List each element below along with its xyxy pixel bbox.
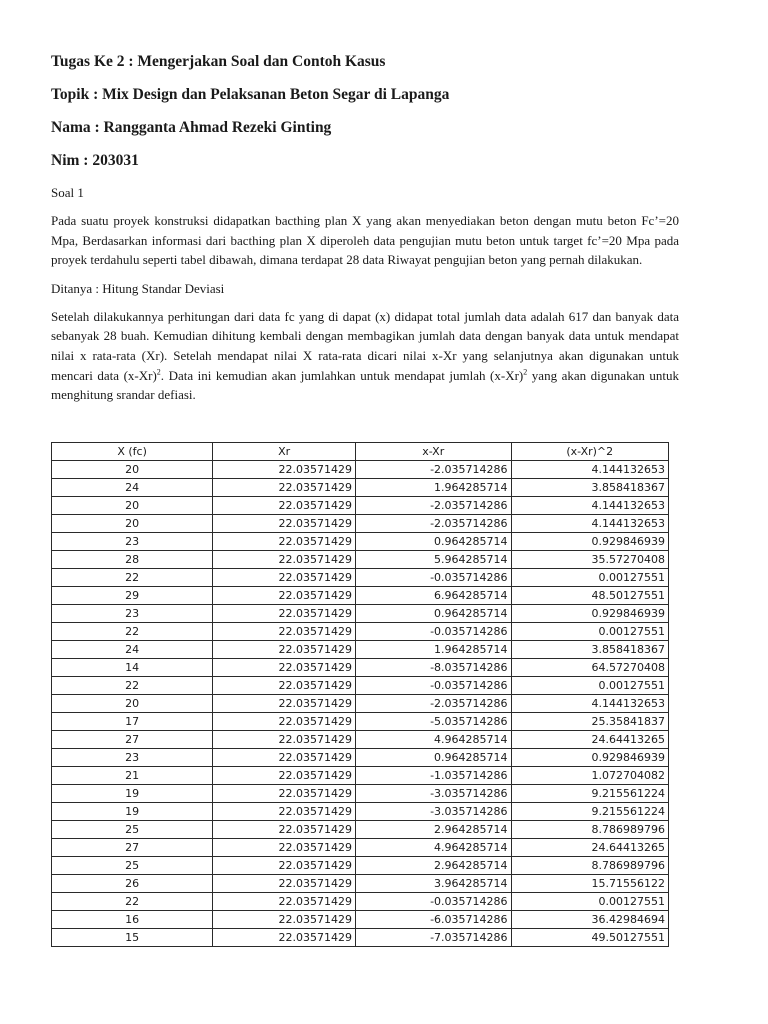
table-cell: 22.03571429 <box>213 821 356 839</box>
table-cell: 35.57270408 <box>511 551 668 569</box>
header-squared-deviation: (x-Xr)^2 <box>511 443 668 461</box>
superscript-2: 2 <box>523 367 528 377</box>
table-cell: 27 <box>52 839 213 857</box>
table-body <box>52 461 669 947</box>
table-row <box>52 929 669 947</box>
table-cell: 21 <box>52 767 213 785</box>
table-cell: 0.00127551 <box>511 893 668 911</box>
table-cell: 22 <box>52 893 213 911</box>
table-cell: 22.03571429 <box>213 515 356 533</box>
data-table <box>51 442 669 947</box>
table-cell: 22.03571429 <box>213 569 356 587</box>
table-cell: 3.858418367 <box>511 641 668 659</box>
table-cell: 4.144132653 <box>511 695 668 713</box>
table-cell: 2.964285714 <box>355 821 511 839</box>
table-cell: 22.03571429 <box>213 659 356 677</box>
table-cell: 4.144132653 <box>511 497 668 515</box>
table-cell: 4.964285714 <box>355 839 511 857</box>
table-cell: 22.03571429 <box>213 803 356 821</box>
table-cell: 1.072704082 <box>511 767 668 785</box>
table-row <box>52 785 669 803</box>
question-label: Soal 1 <box>51 185 84 200</box>
table-cell: 20 <box>52 461 213 479</box>
table-cell: 20 <box>52 497 213 515</box>
table-cell: 8.786989796 <box>511 821 668 839</box>
table-cell: 20 <box>52 515 213 533</box>
table-row <box>52 551 669 569</box>
assignment-title: Tugas Ke 2 : Mengerjakan Soal dan Contoh Kasus <box>51 53 386 70</box>
table-cell: 0.00127551 <box>511 623 668 641</box>
table-row <box>52 839 669 857</box>
explanation-part-2: . Data ini kemudian akan jumlahkan untuk mendapat jumlah (x-Xr) <box>160 367 524 383</box>
table-cell: 22.03571429 <box>213 677 356 695</box>
table-cell: 22.03571429 <box>213 839 356 857</box>
table-cell: 22.03571429 <box>213 749 356 767</box>
table-cell: -1.035714286 <box>355 767 511 785</box>
table-cell: 6.964285714 <box>355 587 511 605</box>
table-cell: -2.035714286 <box>355 497 511 515</box>
table-cell: 0.00127551 <box>511 677 668 695</box>
table-cell: 4.144132653 <box>511 461 668 479</box>
table-row <box>52 803 669 821</box>
table-cell: 49.50127551 <box>511 929 668 947</box>
table-cell: 48.50127551 <box>511 587 668 605</box>
table-cell: 24.64413265 <box>511 839 668 857</box>
problem-paragraph: Pada suatu proyek konstruksi didapatkan bacthing plan X yang akan menyediakan beton dengan mutu beton Fc’=20 Mpa, Berdasarkan informasi dari bacthing plan X diperoleh data pengujian mutu beton untuk target fc’=20 Mpa pada proyek terdahulu seperti tabel dibawah, dimana terdapat 28 data Riwayat pengujian beton yang pernah dilakukan. <box>51 213 679 268</box>
table-cell: 3.858418367 <box>511 479 668 497</box>
table-cell: 22.03571429 <box>213 497 356 515</box>
table-row <box>52 605 669 623</box>
table-cell: 8.786989796 <box>511 857 668 875</box>
table-cell: 1.964285714 <box>355 479 511 497</box>
table-cell: 22.03571429 <box>213 479 356 497</box>
table-row <box>52 821 669 839</box>
table-cell: 14 <box>52 659 213 677</box>
table-cell: 22.03571429 <box>213 767 356 785</box>
table-cell: 22.03571429 <box>213 857 356 875</box>
explanation-paragraph <box>51 307 679 405</box>
table-cell: 25.35841837 <box>511 713 668 731</box>
table-cell: 36.42984694 <box>511 911 668 929</box>
table-cell: 27 <box>52 731 213 749</box>
table-cell: -7.035714286 <box>355 929 511 947</box>
table-cell: 22.03571429 <box>213 623 356 641</box>
table-cell: 15.71556122 <box>511 875 668 893</box>
table-cell: 28 <box>52 551 213 569</box>
table-cell: 22 <box>52 569 213 587</box>
table-cell: 22.03571429 <box>213 929 356 947</box>
table-cell: 22.03571429 <box>213 893 356 911</box>
table-cell: 0.929846939 <box>511 533 668 551</box>
table-row <box>52 497 669 515</box>
table-cell: 22.03571429 <box>213 461 356 479</box>
table-cell: 9.215561224 <box>511 785 668 803</box>
table-cell: 64.57270408 <box>511 659 668 677</box>
table-cell: 5.964285714 <box>355 551 511 569</box>
table-cell: 22.03571429 <box>213 731 356 749</box>
table-row <box>52 767 669 785</box>
table-row <box>52 587 669 605</box>
table-cell: 22.03571429 <box>213 911 356 929</box>
table-cell: 3.964285714 <box>355 875 511 893</box>
table-cell: -5.035714286 <box>355 713 511 731</box>
table-row <box>52 659 669 677</box>
table-cell: 22.03571429 <box>213 713 356 731</box>
table-cell: -3.035714286 <box>355 803 511 821</box>
table-row <box>52 713 669 731</box>
table-row <box>52 461 669 479</box>
table-cell: -2.035714286 <box>355 515 511 533</box>
table-cell: 19 <box>52 785 213 803</box>
table-cell: -0.035714286 <box>355 569 511 587</box>
table-cell: 25 <box>52 821 213 839</box>
header-x-minus-xr: x-Xr <box>355 443 511 461</box>
table-cell: -0.035714286 <box>355 893 511 911</box>
table-cell: 23 <box>52 605 213 623</box>
table-cell: 22.03571429 <box>213 785 356 803</box>
header-x-fc: X (fc) <box>52 443 213 461</box>
table-cell: 22.03571429 <box>213 533 356 551</box>
superscript-1: 2 <box>156 367 161 377</box>
table-cell: 1.964285714 <box>355 641 511 659</box>
table-cell: 4.964285714 <box>355 731 511 749</box>
table-cell: 0.00127551 <box>511 569 668 587</box>
table-cell: 15 <box>52 929 213 947</box>
table-cell: -6.035714286 <box>355 911 511 929</box>
table-cell: 23 <box>52 533 213 551</box>
table-cell: 17 <box>52 713 213 731</box>
table-cell: 0.929846939 <box>511 749 668 767</box>
table-cell: 22.03571429 <box>213 695 356 713</box>
table-cell: 22 <box>52 623 213 641</box>
table-row <box>52 893 669 911</box>
table-cell: 22 <box>52 677 213 695</box>
table-cell: 9.215561224 <box>511 803 668 821</box>
table-cell: 22.03571429 <box>213 641 356 659</box>
table-cell: 29 <box>52 587 213 605</box>
table-cell: 0.964285714 <box>355 533 511 551</box>
document-page <box>51 52 679 415</box>
table-row <box>52 749 669 767</box>
table-cell: -3.035714286 <box>355 785 511 803</box>
table-cell: -8.035714286 <box>355 659 511 677</box>
table-cell: 16 <box>52 911 213 929</box>
table-row <box>52 857 669 875</box>
table-row <box>52 911 669 929</box>
table-cell: -2.035714286 <box>355 461 511 479</box>
table-cell: 24 <box>52 479 213 497</box>
table-cell: 2.964285714 <box>355 857 511 875</box>
explanation-part-3: yang akan digunakan untuk menghitung srandar defiasi. <box>51 367 679 403</box>
table-cell: 22.03571429 <box>213 551 356 569</box>
table-row <box>52 479 669 497</box>
table-row <box>52 875 669 893</box>
table-cell: 0.964285714 <box>355 605 511 623</box>
table-row <box>52 515 669 533</box>
table-cell: 0.964285714 <box>355 749 511 767</box>
table-row <box>52 569 669 587</box>
student-id-heading: Nim : 203031 <box>51 152 139 169</box>
table-row <box>52 695 669 713</box>
table-cell: -0.035714286 <box>355 677 511 695</box>
topic-heading: Topik : Mix Design dan Pelaksanan Beton Segar di Lapanga <box>51 86 450 103</box>
table-cell: 0.929846939 <box>511 605 668 623</box>
table-cell: 24.64413265 <box>511 731 668 749</box>
table-row <box>52 533 669 551</box>
table-cell: 24 <box>52 641 213 659</box>
table-cell: 22.03571429 <box>213 875 356 893</box>
name-heading: Nama : Rangganta Ahmad Rezeki Ginting <box>51 119 332 136</box>
asked-line: Ditanya : Hitung Standar Deviasi <box>51 280 225 296</box>
table-row <box>52 623 669 641</box>
table-cell: 22.03571429 <box>213 587 356 605</box>
explanation-part-1: Setelah dilakukannya perhitungan dari data fc yang di dapat (x) didapat total jumlah data adalah 617 dan banyak data sebanyak 28 buah. Kemudian dihitung kembali dengan membagikan jumlah data dengan banyak data untuk mendapat nilai x rata-rata (Xr). Setelah mendapat nilai X rata-rata dicari nilai x-Xr yang selanjutnya akan digunakan untuk mencari data (x-Xr) <box>51 308 679 383</box>
table-cell: 23 <box>52 749 213 767</box>
table-cell: 26 <box>52 875 213 893</box>
table-cell: 20 <box>52 695 213 713</box>
table-header-row <box>52 443 669 461</box>
table-cell: 25 <box>52 857 213 875</box>
table-cell: 19 <box>52 803 213 821</box>
table-cell: 22.03571429 <box>213 605 356 623</box>
table-row <box>52 641 669 659</box>
table-cell: -2.035714286 <box>355 695 511 713</box>
table-cell: 4.144132653 <box>511 515 668 533</box>
table-row <box>52 677 669 695</box>
table-cell: -0.035714286 <box>355 623 511 641</box>
table-row <box>52 731 669 749</box>
header-xr: Xr <box>213 443 356 461</box>
